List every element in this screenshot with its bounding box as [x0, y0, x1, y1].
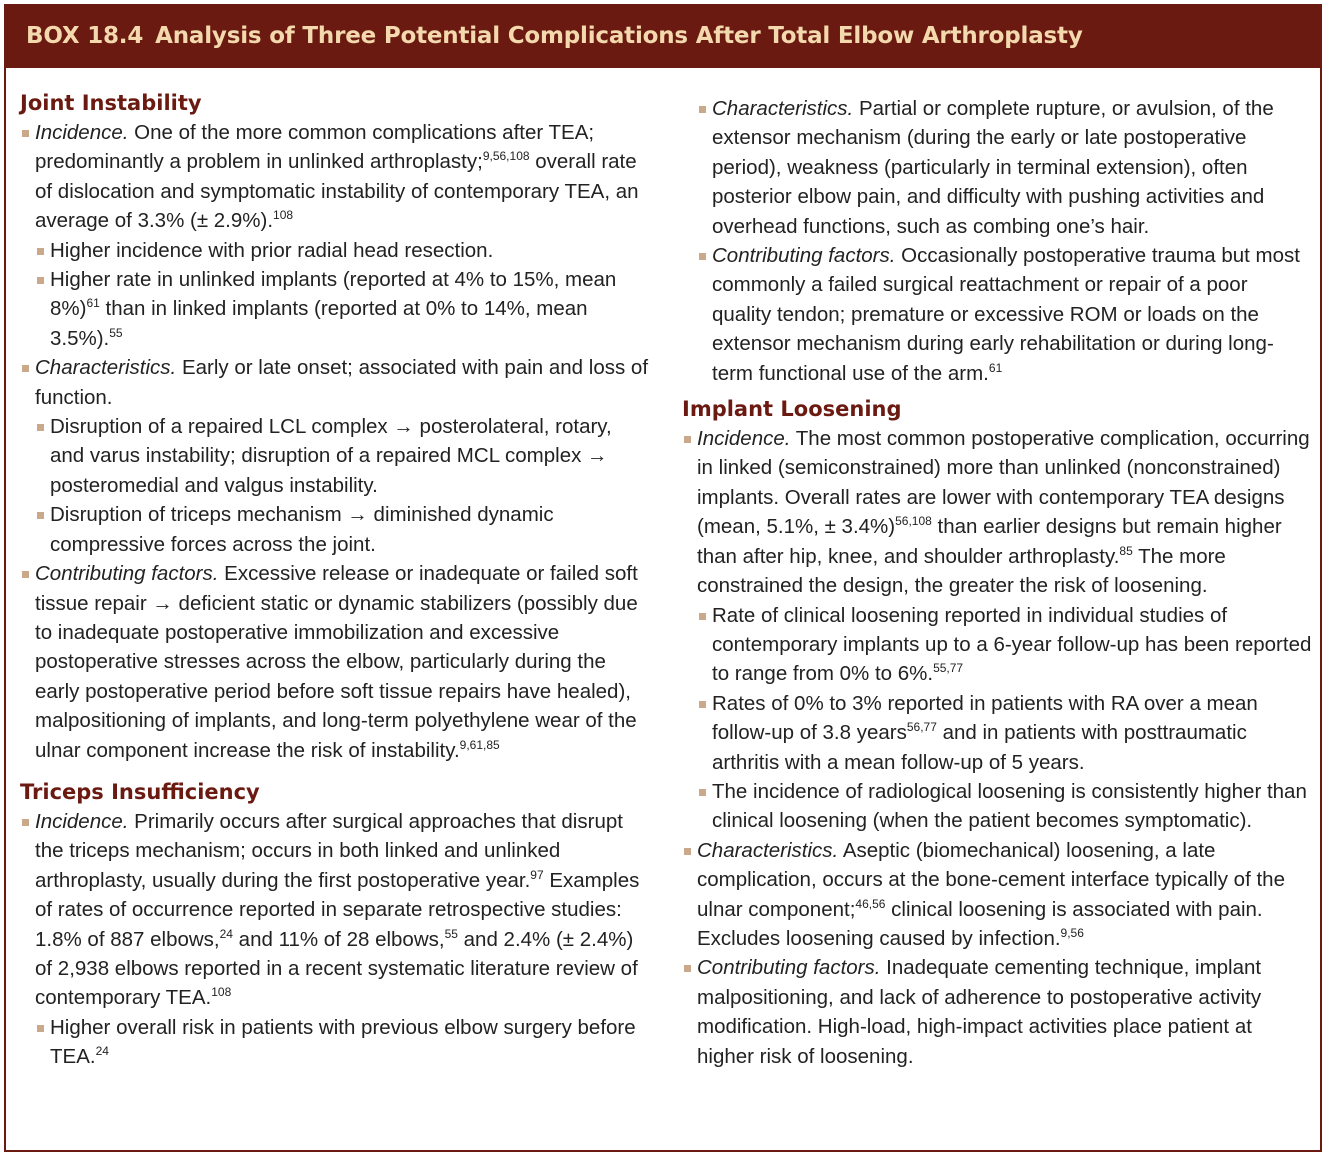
citation: 56,77	[906, 720, 937, 735]
square-bullet-icon	[699, 701, 706, 708]
citation: 108	[211, 985, 232, 1000]
item-text: Examples of rates of occurrence reported in separate retrospective studies: 1.8% of 887 elbows,	[35, 868, 640, 951]
item-text: Disruption of a repaired LCL complex → posterolateral, rotary, and varus instability; disruption of a repaired MCL complex → posteromedial and valgus instability.	[50, 415, 612, 497]
square-bullet-icon	[37, 277, 44, 284]
box-title: Analysis of Three Potential Complications After Total Elbow Arthroplasty	[155, 23, 1083, 49]
sub-list-item	[20, 236, 650, 265]
square-bullet-icon	[699, 253, 706, 260]
square-bullet-icon	[699, 106, 706, 113]
citation: 55	[444, 926, 458, 941]
square-bullet-icon	[22, 130, 29, 137]
square-bullet-icon	[37, 512, 44, 519]
item-term: Characteristics.	[712, 97, 854, 120]
item-text: The most common postoperative complication, occurring in linked (semiconstrained) more than unlinked (nonconstrained) implants. Overall rates are lower with contemporary TEA designs (mean, 5.1%, ± 3.4%)	[697, 427, 1310, 539]
square-bullet-icon	[699, 789, 706, 796]
list-item	[20, 353, 650, 412]
list-item	[682, 953, 1312, 1071]
item-text: and 11% of 28 elbows,	[232, 927, 445, 951]
sub-list-item	[20, 1013, 650, 1072]
citation: 97	[530, 867, 544, 882]
item-term: Contributing factors.	[35, 562, 219, 586]
list-item	[682, 836, 1312, 954]
item-text: The incidence of radiological loosening is consistently higher than clinical loosening (when the patient becomes symptomatic).	[712, 779, 1307, 833]
item-text: than in linked implants (reported at 0% to 14%, mean 3.5%).	[50, 297, 588, 350]
square-bullet-icon	[684, 436, 691, 443]
item-term: Incidence.	[35, 809, 129, 833]
item-term: Contributing factors.	[712, 244, 896, 268]
square-bullet-icon	[22, 365, 29, 372]
citation: 9,56	[1060, 926, 1084, 941]
sub-list-item	[20, 412, 650, 500]
sub-list-item	[682, 94, 1312, 241]
citation: 55	[109, 326, 123, 341]
item-text: Primarily occurs after surgical approaches that disrupt the triceps mechanism; occurs in both linked and unlinked arthroplasty, usually during the first postoperative year.	[35, 809, 623, 892]
citation: 85	[1119, 543, 1133, 558]
item-text: than earlier designs but remain higher than after hip, knee, and shoulder arthroplasty.	[697, 515, 1282, 568]
list-item	[20, 559, 650, 765]
item-text: One of the more common complications after TEA; predominantly a problem in unlinked arthroplasty;	[35, 121, 595, 174]
square-bullet-icon	[684, 965, 691, 972]
item-term: Incidence.	[35, 121, 129, 144]
square-bullet-icon	[684, 848, 691, 855]
section-heading-triceps-insufficiency: Triceps Insufficiency	[20, 779, 260, 804]
square-bullet-icon	[22, 571, 29, 578]
item-text: overall rate of dislocation and symptomatic instability of contemporary TEA, an average of 3.3% (± 2.9%).	[35, 150, 639, 233]
citation: 55,77	[933, 661, 964, 676]
citation: 9,56,108	[482, 149, 530, 164]
sub-list-item	[20, 500, 650, 559]
right-column	[682, 94, 1312, 1071]
item-text: Higher rate in unlinked implants (reported at 4% to 15%, mean 8%)	[50, 268, 617, 321]
citation: 56,108	[895, 514, 932, 529]
section-heading-implant-loosening: Implant Loosening	[682, 397, 902, 422]
citation: 24	[95, 1044, 109, 1059]
square-bullet-icon	[22, 819, 29, 826]
list-item	[682, 424, 1312, 600]
item-text: Higher incidence with prior radial head resection.	[50, 238, 494, 262]
square-bullet-icon	[37, 424, 44, 431]
list-item	[20, 807, 650, 1013]
square-bullet-icon	[37, 1025, 44, 1032]
citation: 108	[273, 208, 294, 223]
item-text: Higher overall risk in patients with previous elbow surgery before TEA.	[50, 1015, 636, 1069]
item-text: Excessive release or inadequate or failed soft tissue repair → deficient static or dynamic stabilizers (possibly due to inadequate postoperative immobilization and excessive postoperative stresses across the elbow, particularly during the early postoperative period before soft tissue repairs have healed), malpositioning of implants, and long-term polyethylene wear of the ulnar component increase the risk of instability.	[35, 562, 638, 762]
citation: 61	[988, 360, 1003, 375]
item-text: Disruption of triceps mechanism → diminished dynamic compressive forces across the joint.	[50, 503, 554, 556]
sub-list-item	[682, 601, 1312, 689]
item-term: Incidence.	[697, 427, 791, 451]
citation: 9,61,85	[459, 737, 500, 752]
left-column	[20, 86, 650, 1072]
sub-list-item	[682, 689, 1312, 777]
section-heading-joint-instability: Joint Instability	[20, 91, 202, 115]
item-term: Characteristics.	[697, 838, 839, 862]
sub-list-item	[682, 777, 1312, 836]
item-term: Characteristics.	[35, 356, 177, 380]
list-item	[20, 118, 650, 236]
item-text: and in patients with posttraumatic arthritis with a mean follow-up of 5 years.	[712, 721, 1247, 774]
item-text: clinical loosening is associated with pain. Excludes loosening caused by infection.	[697, 897, 1263, 950]
box-header	[6, 4, 1320, 68]
item-text: Rates of 0% to 3% reported in patients with RA over a mean follow-up of 3.8 years	[712, 691, 1258, 745]
box-label: BOX 18.4	[26, 23, 144, 49]
citation: 46,56	[855, 896, 886, 911]
square-bullet-icon	[699, 613, 706, 620]
item-text: Rate of clinical loosening reported in individual studies of contemporary implants up to a 6-year follow-up has been reported to range from 0% to 6%.	[712, 603, 1312, 686]
sub-list-item	[682, 241, 1312, 388]
item-text: Aseptic (biomechanical) loosening, a late complication, occurs at the bone-cement interface typically of the ulnar component;	[697, 838, 1285, 921]
item-text: The more constrained the design, the greater the risk of loosening.	[697, 544, 1226, 598]
citation: 61	[86, 296, 100, 311]
item-text: Early or late onset; associated with pain and loss of function.	[35, 356, 649, 409]
square-bullet-icon	[37, 248, 44, 255]
sub-list-item	[20, 265, 650, 353]
citation: 24	[219, 926, 233, 941]
item-term: Contributing factors.	[697, 956, 881, 980]
item-text: Inadequate cementing technique, implant malpositioning, and lack of adherence to postoperative activity modification. High-load, high-impact activities place patient at higher risk of loosening.	[697, 956, 1262, 1068]
item-text: Partial or complete rupture, or avulsion, of the extensor mechanism (during the early or late postoperative period), weakness (particularly in terminal extension), often posterior elbow pain, and difficulty with pushing activities and overhead functions, such as combing one’s hair.	[712, 97, 1274, 238]
item-text: and 2.4% (± 2.4%) of 2,938 elbows reported in a recent systematic literature review of contemporary TEA.	[35, 927, 638, 1010]
item-text: Occasionally postoperative trauma but most commonly a failed surgical reattachment or repair of a poor quality tendon; premature or excessive ROM or loads on the extensor mechanism during early rehabilitation or during long-term functional use of the arm.	[712, 244, 1300, 385]
